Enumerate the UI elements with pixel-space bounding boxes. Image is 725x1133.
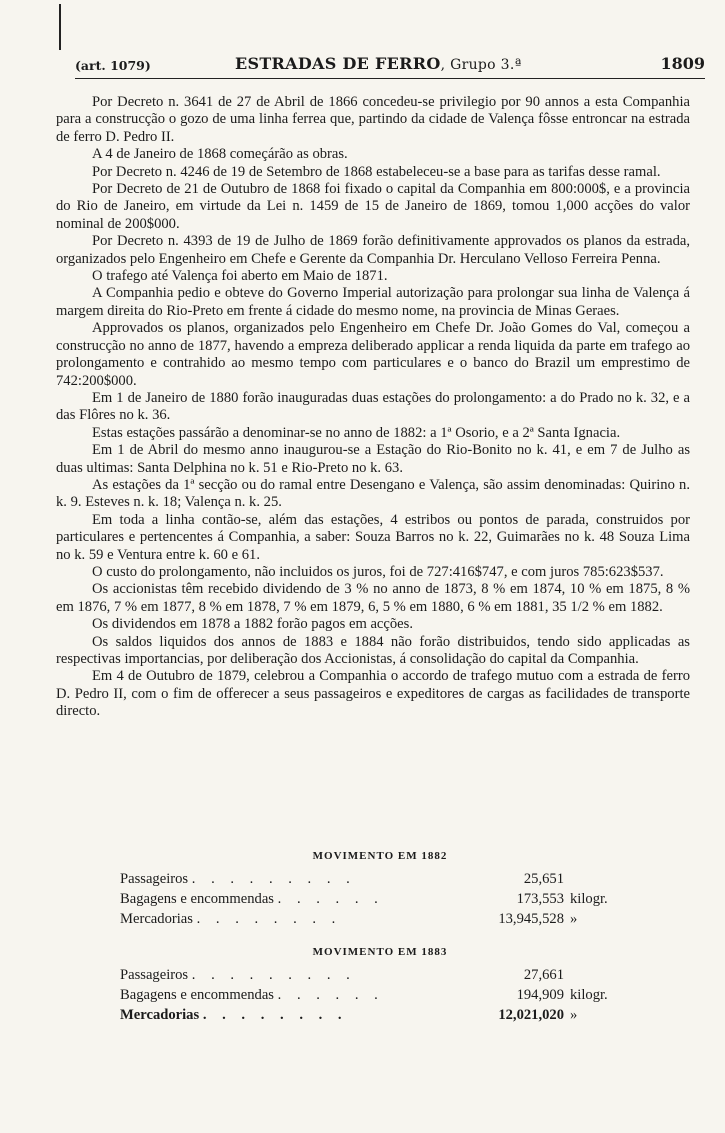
paragraph: A 4 de Janeiro de 1868 começárão as obras. bbox=[92, 146, 348, 163]
table-row bbox=[120, 967, 640, 987]
paragraph: Os accionistas têm recebido dividendo de 3 % no anno de 1873, 8 % em 1874, 10 % em 1875, 8 % em 1876, 7 % em 1877, 8 % em 1878, 7 % em 1879, 6, 5 % em 1880, 6 % em 1881, 35 1/2 % em 1882. bbox=[56, 581, 690, 615]
table-row bbox=[120, 871, 640, 891]
page-number: 1809 bbox=[660, 54, 705, 73]
page-header bbox=[75, 50, 705, 79]
paragraph: A Companhia pedio e obteve do Governo Imperial autorização para prolongar sua linha de Valença á margem direita do Rio-Preto em frente á cidade do mesmo nome, na provincia de Minas Geraes. bbox=[56, 285, 690, 319]
table-row bbox=[120, 1007, 640, 1027]
paragraph: Em 1 de Abril do mesmo anno inaugurou-se a Estação do Rio-Bonito no k. 41, e em 7 de Julho as duas ultimas: Santa Delphina no k. 51 e Rio-Preto no k. 63. bbox=[56, 442, 690, 476]
movement-1882-table bbox=[120, 850, 640, 931]
row-unit: » bbox=[570, 911, 578, 927]
row-label: Passageiros . . . . . . . . . bbox=[120, 871, 356, 887]
paragraph: Estas estações passárão a denominar-se no anno de 1882: a 1ª Osorio, e a 2ª Santa Ignacia. bbox=[92, 424, 621, 441]
paragraph: Por Decreto n. 4246 de 19 de Setembro de 1868 estabeleceu-se a base para as tarifas desse ramal. bbox=[92, 163, 661, 180]
table-row bbox=[120, 987, 640, 1007]
row-value: 27,661 bbox=[523, 967, 564, 983]
row-label: Mercadorias . . . . . . . . bbox=[120, 1007, 348, 1023]
body-text bbox=[56, 94, 690, 721]
row-unit: kilogr. bbox=[570, 987, 608, 1003]
row-value: 173,553 bbox=[516, 891, 564, 907]
margin-rule bbox=[59, 4, 61, 50]
table-row bbox=[120, 911, 640, 931]
movement-1883-table bbox=[120, 946, 640, 1027]
paragraph: O custo do prolongamento, não incluidos os juros, foi de 727:416$747, e com juros 785:623$537. bbox=[92, 563, 664, 580]
row-unit: kilogr. bbox=[570, 891, 608, 907]
paragraph: Em toda a linha contão-se, além das estações, 4 estribos ou pontos de parada, construidos por particulares e pertencentes á Companhia, a saber: Souza Barros no k. 22, Guimarães no k. 48 Souza Lima no k. 59 e Ventura entre k. 60 e 61. bbox=[56, 511, 690, 563]
row-label: Bagagens e encommendas . . . . . . bbox=[120, 987, 384, 1003]
row-label: Bagagens e encommendas . . . . . . bbox=[120, 891, 384, 907]
paragraph: Os saldos liquidos dos annos de 1883 e 1884 não forão distribuidos, tendo sido applicadas as respectivas importancias, por deliberação dos Accionistas, á consolidação do capital da Companhia. bbox=[56, 633, 690, 667]
paragraph: Os dividendos em 1878 a 1882 forão pagos em acções. bbox=[92, 616, 413, 633]
row-value: 12,021,020 bbox=[498, 1007, 564, 1023]
paragraph: As estações da 1ª secção ou do ramal entre Desengano e Valença, são assim denominadas: Quirino n. k. 9. Esteves n. k. 18; Valença n. k. 25. bbox=[56, 476, 690, 511]
row-label: Mercadorias . . . . . . . . bbox=[120, 911, 342, 927]
row-value: 25,651 bbox=[523, 871, 564, 887]
movement-1883-heading: MOVIMENTO EM 1883 bbox=[312, 946, 448, 958]
table-row bbox=[120, 891, 640, 911]
article-reference: (art. 1079) bbox=[75, 58, 151, 73]
group-text: , Grupo 3.ª bbox=[440, 57, 522, 73]
row-label: Passageiros . . . . . . . . . bbox=[120, 967, 356, 983]
paragraph: O trafego até Valença foi aberto em Maio de 1871. bbox=[92, 268, 388, 285]
paragraph: Por Decreto n. 4393 de 19 de Julho de 1869 forão definitivamente approvados os planos da estrada, organizados pelo Engenheiro em Chefe e Gerente da Companhia Dr. Herculano Velloso Ferreira Penna. bbox=[56, 233, 690, 267]
paragraph: Em 4 de Outubro de 1879, celebrou a Companhia o accordo de trafego mutuo com a estrada de ferro D. Pedro II, com o fim de offerecer a seus passageiros e expeditores de cargas as facilidades de transporte directo. bbox=[56, 668, 690, 720]
movement-1882-heading: MOVIMENTO EM 1882 bbox=[312, 850, 448, 862]
paragraph: Por Decreto de 21 de Outubro de 1868 foi fixado o capital da Companhia em 800:000$, e a provincia do Rio de Janeiro, em virtude da Lei n. 1459 de 15 de Janeiro de 1869, tomou 1,000 acções do valor nominal de 200$000. bbox=[56, 181, 690, 232]
row-unit: » bbox=[570, 1007, 578, 1023]
paragraph: Por Decreto n. 3641 de 27 de Abril de 1866 concedeu-se privilegio por 90 annos a esta Companhia para a construcção o gozo de uma linha ferrea que, partindo da cidade de Valença fôsse entroncar na estrada de ferro D. Pedro II. bbox=[56, 94, 690, 145]
paragraph: Approvados os planos, organizados pelo Engenheiro em Chefe Dr. João Gomes do Val, começou a construcção no anno de 1877, havendo a empreza deliberado applicar a renda liquida da parte em trafego ao prolongamento e contrahido ao mesmo tempo com particulares e o banco do Brazil um emprestimo de 742:200$000. bbox=[56, 320, 690, 389]
running-title bbox=[235, 54, 522, 73]
row-value: 13,945,528 bbox=[498, 911, 564, 927]
paragraph: Em 1 de Janeiro de 1880 forão inauguradas duas estações do prolongamento: a do Prado no k. 32, e a das Flôres no k. 36. bbox=[56, 389, 690, 424]
row-value: 194,909 bbox=[516, 987, 564, 1003]
title-text: ESTRADAS DE FERRO bbox=[235, 54, 441, 73]
